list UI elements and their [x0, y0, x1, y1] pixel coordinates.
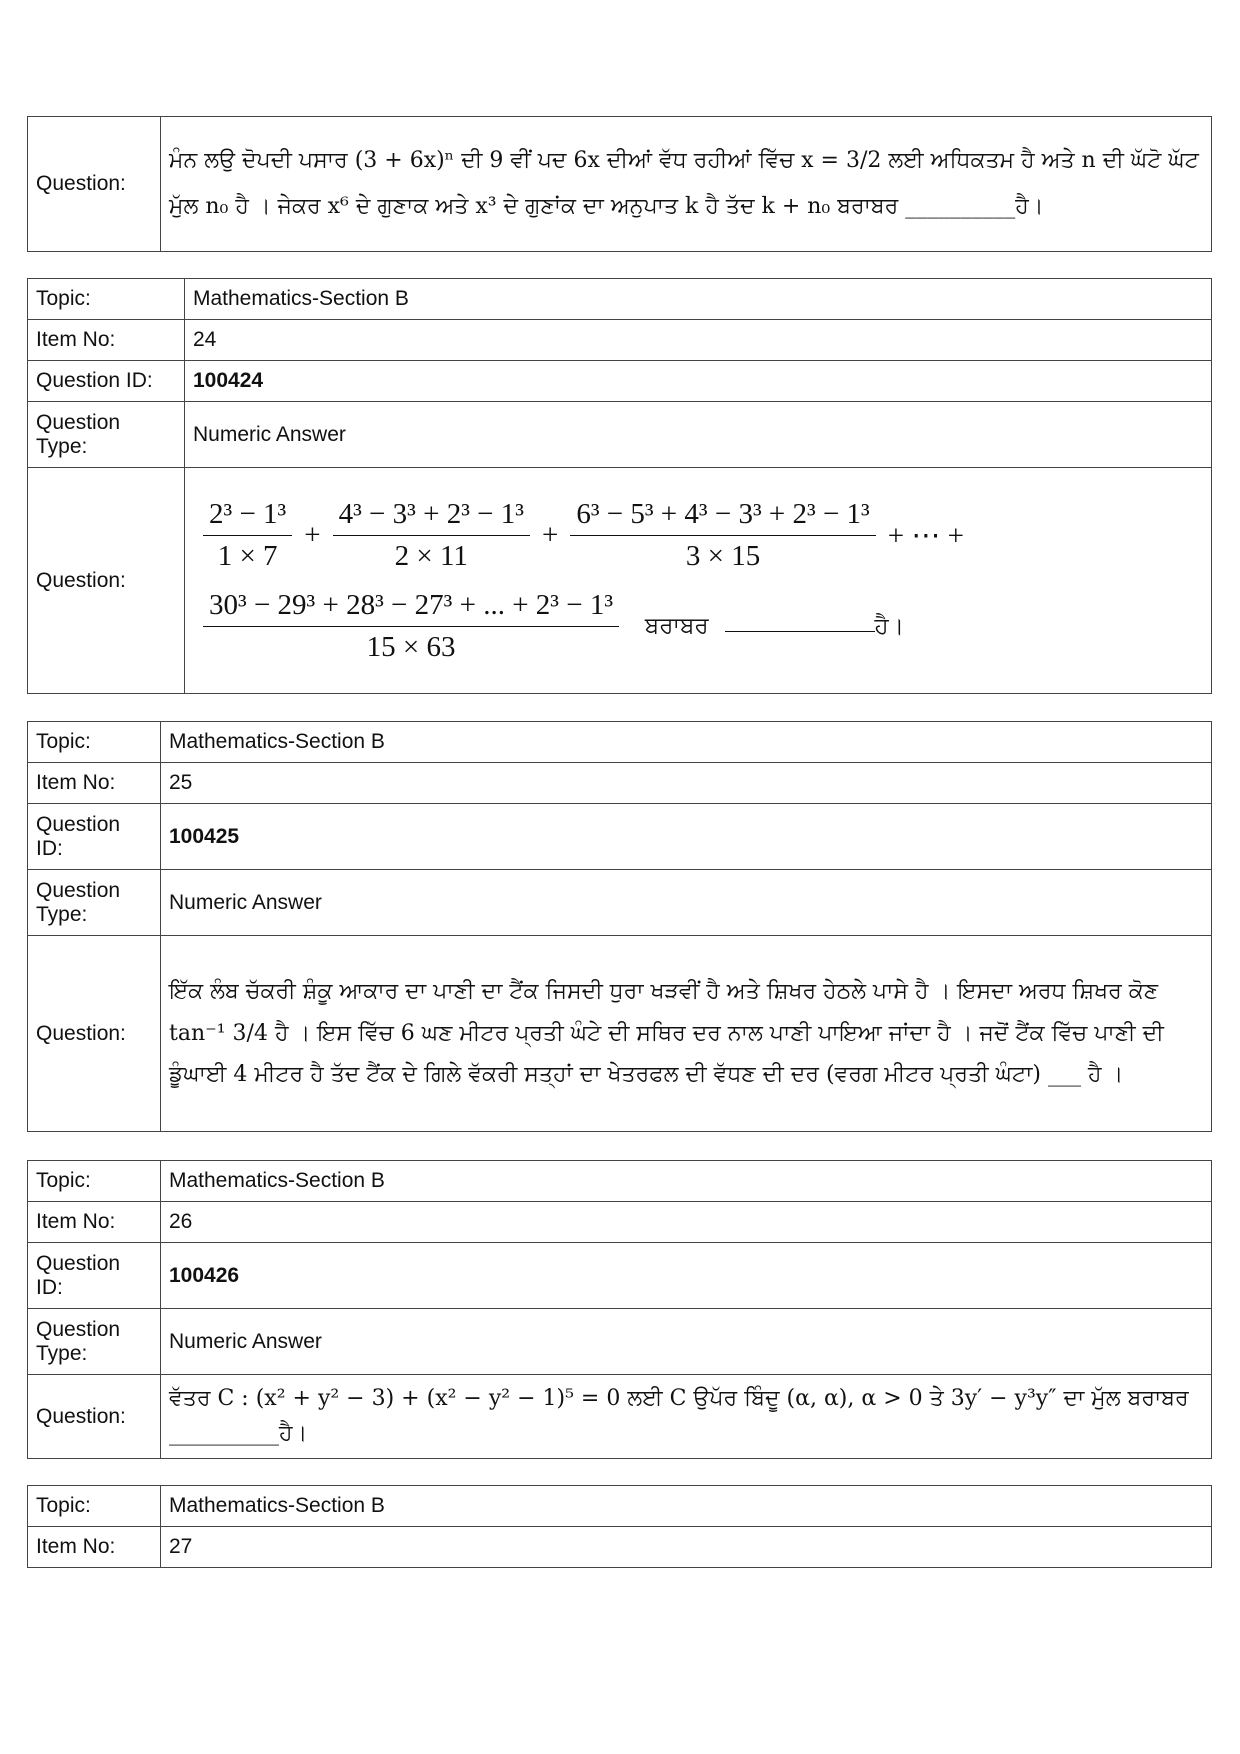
item-no-value: 27 [161, 1527, 1212, 1568]
item-no-value: 25 [161, 763, 1212, 804]
series-term-1 [203, 498, 292, 573]
item-no-value: 24 [185, 320, 1212, 361]
series-term-1-denominator: 1 × 7 [217, 539, 278, 572]
series-term-2-denominator: 2 × 11 [394, 539, 468, 572]
item-no-label: Item No: [28, 1527, 161, 1568]
topic-row [28, 1161, 1212, 1202]
topic-value: Mathematics-Section B [161, 1486, 1212, 1527]
series-term-2-numerator: 4³ − 3³ + 2³ − 1³ [333, 498, 530, 536]
question-type-row [28, 870, 1212, 936]
question-id-label: Question ID: [28, 1243, 161, 1309]
series-term-last-denominator: 15 × 63 [366, 630, 456, 663]
item-no-row [28, 320, 1212, 361]
item-no-label: Item No: [28, 320, 185, 361]
question-text: ਇੱਕ ਲੰਬ ਚੱਕਰੀ ਸ਼ੰਕੂ ਆਕਾਰ ਦਾ ਪਾਣੀ ਦਾ ਟੈਂਕ ਜਿਸਦੀ ਧੁਰਾ ਖੜਵੀਂ ਹੈ ਅਤੇ ਸ਼ਿਖਰ ਹੇਠਲੇ ਪਾਸੇ ਹੈ । ਇਸਦਾ ਅਰਧ ਸ਼ਿਖਰ ਕੋਣ tan⁻¹ 3/4 ਹੈ । ਇਸ ਵਿੱਚ 6 ਘਣ ਮੀਟਰ ਪ੍ਰਤੀ ਘੰਟੇ ਦੀ ਸਥਿਰ ਦਰ ਨਾਲ ਪਾਣੀ ਪਾਇਆ ਜਾਂਦਾ ਹੈ । ਜਦੋਂ ਟੈਂਕ ਵਿੱਚ ਪਾਣੀ ਦੀ ਡੂੰਘਾਈ 4 ਮੀਟਰ ਹੈ ਤੱਦ ਟੈਂਕ ਦੇ ਗਿਲੇ ਵੱਕਰੀ ਸਤ੍ਹਾਂ ਦਾ ਖੇਤਰਫਲ ਦੀ ਵੱਧਣ ਦੀ ਦਰ (ਵਰਗ ਮੀਟਰ ਪ੍ਰਤੀ ਘੰਟਾ) ___ ਹੈ । [161, 936, 1212, 1132]
topic-label: Topic: [28, 722, 161, 763]
question-label: Question: [28, 1375, 161, 1459]
equals-word: ਬਰਾਬਰ [644, 613, 709, 639]
item-24-table [27, 278, 1212, 694]
series-ellipsis: + ⋯ + [887, 519, 964, 552]
topic-value: Mathematics-Section B [161, 722, 1212, 763]
question-row [28, 1375, 1212, 1459]
question-id-label: Question ID: [28, 804, 161, 870]
question-tail: ਹੈ। [874, 613, 905, 639]
question-id-row [28, 1243, 1212, 1309]
series-term-3-numerator: 6³ − 5³ + 4³ − 3³ + 2³ − 1³ [570, 498, 875, 536]
series-term-1-numerator: 2³ − 1³ [203, 498, 292, 536]
topic-label: Topic: [28, 1486, 161, 1527]
question-label: Question: [28, 117, 161, 252]
question-text: ਮੰਨ ਲਉ ਦੋਪਦੀ ਪਸਾਰ (3 + 6x)ⁿ ਦੀ 9 ਵੀਂ ਪਦ 6x ਦੀਆਂ ਵੱਧ ਰਹੀਆਂ ਵਿੱਚ x = 3/2 ਲਈ ਅਧਿਕਤਮ ਹੈ ਅਤੇ n ਦੀ ਘੱਟੋ ਘੱਟ ਮੁੱਲ n₀ ਹੈ । ਜੇਕਰ x⁶ ਦੇ ਗੁਣਾਕ ਅਤੇ x³ ਦੇ ਗੁਣਾਂਕ ਦਾ ਅਨੁਪਾਤ k ਹੈ ਤੱਦ k + n₀ ਬਰਾਬਰ __________ਹੈ। [161, 117, 1212, 252]
topic-label: Topic: [28, 1161, 161, 1202]
item-no-row [28, 1202, 1212, 1243]
question-type-label: Question Type: [28, 402, 185, 468]
question-math: $\frac{\text{2³ − 1³}}{1 \times 7}$ + $\frac{\text{4³ − 3³ + 2³ − 1³}}{2 \times 11}$ + $\frac{\text{6³ − 5³ + 4³ − 3³ + 2³ − 1³}}{3 \times 15}$ + ⋯ + $\frac{\text{30³ − 29³ + 28³ − 27³ + ... + 2³ − 1³}}{15 \times 63}$ ਬਰਾਬਰ ਹੈ। [185, 468, 1212, 694]
series-term-last [203, 589, 619, 664]
question-type-label: Question Type: [28, 1309, 161, 1375]
item-no-label: Item No: [28, 763, 161, 804]
question-id-row [28, 361, 1212, 402]
topic-value: Mathematics-Section B [161, 1161, 1212, 1202]
item-25-table [27, 721, 1212, 1132]
question-row [28, 468, 1212, 694]
question-id-value: 100425 [161, 804, 1212, 870]
question-type-value: Numeric Answer [185, 402, 1212, 468]
question-type-row [28, 1309, 1212, 1375]
item-no-value: 26 [161, 1202, 1212, 1243]
topic-row [28, 1486, 1212, 1527]
answer-blank [725, 631, 875, 632]
series-term-3-denominator: 3 × 15 [685, 539, 761, 572]
question-id-value: 100424 [185, 361, 1212, 402]
question-label: Question: [28, 936, 161, 1132]
question-row [28, 117, 1212, 252]
question-id-row [28, 804, 1212, 870]
question-id-value: 100426 [161, 1243, 1212, 1309]
question-type-value: Numeric Answer [161, 870, 1212, 936]
question-type-value: Numeric Answer [161, 1309, 1212, 1375]
series-term-last-numerator: 30³ − 29³ + 28³ − 27³ + ... + 2³ − 1³ [203, 589, 619, 627]
item-23-table [27, 116, 1212, 252]
item-27-table [27, 1485, 1212, 1568]
item-no-row [28, 1527, 1212, 1568]
item-no-label: Item No: [28, 1202, 161, 1243]
topic-label: Topic: [28, 279, 185, 320]
topic-row [28, 279, 1212, 320]
question-text: ਵੱਤਰ C : (x² + y² − 3) + (x² − y² − 1)⁵ = 0 ਲਈ C ਉਪੱਰ ਬਿੰਦੂ (α, α), α > 0 ਤੇ 3y′ − y³y″ ਦਾ ਮੁੱਲ ਬਰਾਬਰ __________ਹੈ। [161, 1375, 1212, 1459]
topic-value: Mathematics-Section B [185, 279, 1212, 320]
item-26-table [27, 1160, 1212, 1459]
question-id-label: Question ID: [28, 361, 185, 402]
topic-row [28, 722, 1212, 763]
series-term-2 [333, 498, 530, 573]
question-label: Question: [28, 468, 185, 694]
question-type-label: Question Type: [28, 870, 161, 936]
item-no-row [28, 763, 1212, 804]
question-type-row [28, 402, 1212, 468]
series-term-3 [570, 498, 875, 573]
question-row [28, 936, 1212, 1132]
